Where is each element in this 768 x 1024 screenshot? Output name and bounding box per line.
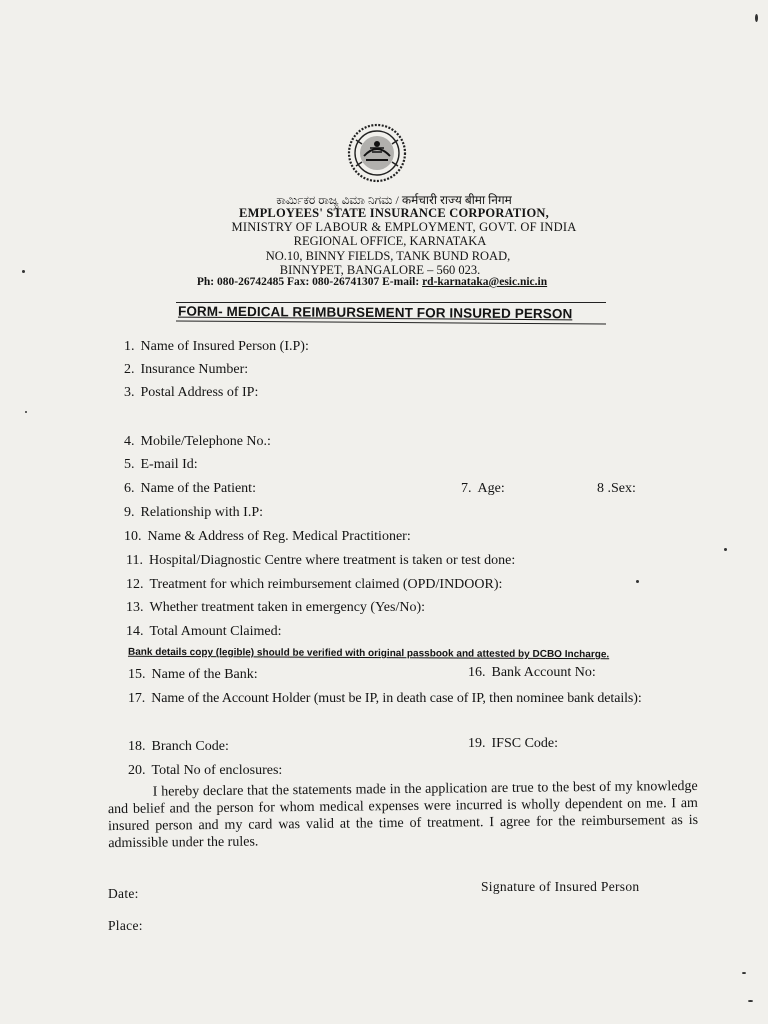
date-label: Date:: [108, 886, 139, 901]
field-ifsc-code: 19. IFSC Code:: [468, 736, 559, 751]
header-organization-name: EMPLOYEES' STATE INSURANCE CORPORATION,: [239, 206, 549, 220]
declaration-text: I hereby declare that the statements made in the application are true to the best of my knowledge and belief and the person for whom medical expenses were incurred is wholly dependent on me. I am insured person and my card was valid at the time of treatment. I agree for the reimbursement as is admissible under the rules.: [107, 778, 699, 852]
field-medical-practitioner: 10. Name & Address of Reg. Medical Practitioner:: [124, 529, 411, 544]
field-account-holder: 17. Name of the Account Holder (must be IP, in death case of IP, then nominee bank details):: [128, 691, 642, 706]
bank-details-note: Bank details copy (legible) should be verified with original passbook and attested by DCBO Incharge.: [127, 646, 610, 661]
field-age: 7. Age:: [461, 481, 505, 496]
contact-email: rd-karnataka@esic.nic.in: [422, 276, 548, 288]
field-bank-name: 15. Name of the Bank:: [128, 667, 258, 682]
field-bank-account-no: 16. Bank Account No:: [468, 665, 596, 680]
contact-phone-fax: Ph: 080-26742485 Fax: 080-26741307 E-mail:: [196, 276, 423, 288]
title-rule-top: [176, 302, 606, 303]
field-hospital-centre: 11. Hospital/Diagnostic Centre where treatment is taken or test done:: [126, 553, 516, 568]
esic-emblem-logo: [346, 120, 408, 186]
field-treatment-type: 12. Treatment for which reimbursement claimed (OPD/INDOOR):: [126, 577, 503, 592]
field-total-amount: 14. Total Amount Claimed:: [126, 624, 282, 639]
field-patient-name: 6. Name of the Patient:: [124, 481, 256, 496]
field-enclosures: 20. Total No of enclosures:: [128, 763, 283, 778]
scan-mark: [755, 14, 758, 22]
header-contact: [0, 276, 756, 288]
form-title: FORM- MEDICAL REIMBURSEMENT FOR INSURED PERSON: [177, 303, 573, 322]
scan-mark: [748, 1000, 753, 1002]
header-city: BINNYPET, BANGALORE – 560 023.: [279, 263, 481, 277]
header-regional-name: ಕಾರ್ಮಿಕರ ರಾಜ್ಯ ವಿಮಾ ನಿಗಮ / कर्मचारी राज्य बीमा निगम: [276, 193, 512, 207]
field-branch-code: 18. Branch Code:: [128, 739, 229, 754]
scan-mark: [25, 411, 27, 413]
scan-mark: [636, 580, 639, 583]
field-postal-address: 3. Postal Address of IP:: [124, 385, 259, 400]
field-insurance-number: 2. Insurance Number:: [124, 362, 249, 377]
header-ministry: MINISTRY OF LABOUR & EMPLOYMENT, GOVT. OF INDIA: [231, 220, 577, 234]
field-email: 5. E-mail Id:: [124, 457, 198, 472]
field-sex: 8 .Sex:: [597, 481, 636, 496]
scan-mark: [742, 972, 746, 974]
field-emergency: 13. Whether treatment taken in emergency (Yes/No):: [126, 600, 426, 615]
scan-mark: [724, 548, 727, 551]
signature-label: Signature of Insured Person: [481, 879, 640, 894]
place-label: Place:: [108, 918, 143, 933]
field-mobile-telephone: 4. Mobile/Telephone No.:: [124, 434, 271, 449]
field-insured-person-name: 1. Name of Insured Person (I.P):: [124, 339, 309, 354]
scan-mark: [22, 270, 25, 273]
header-address: NO.10, BINNY FIELDS, TANK BUND ROAD,: [265, 249, 511, 263]
field-relationship: 9. Relationship with I.P:: [124, 505, 263, 520]
header-regional-office: REGIONAL OFFICE, KARNATAKA: [293, 234, 487, 248]
